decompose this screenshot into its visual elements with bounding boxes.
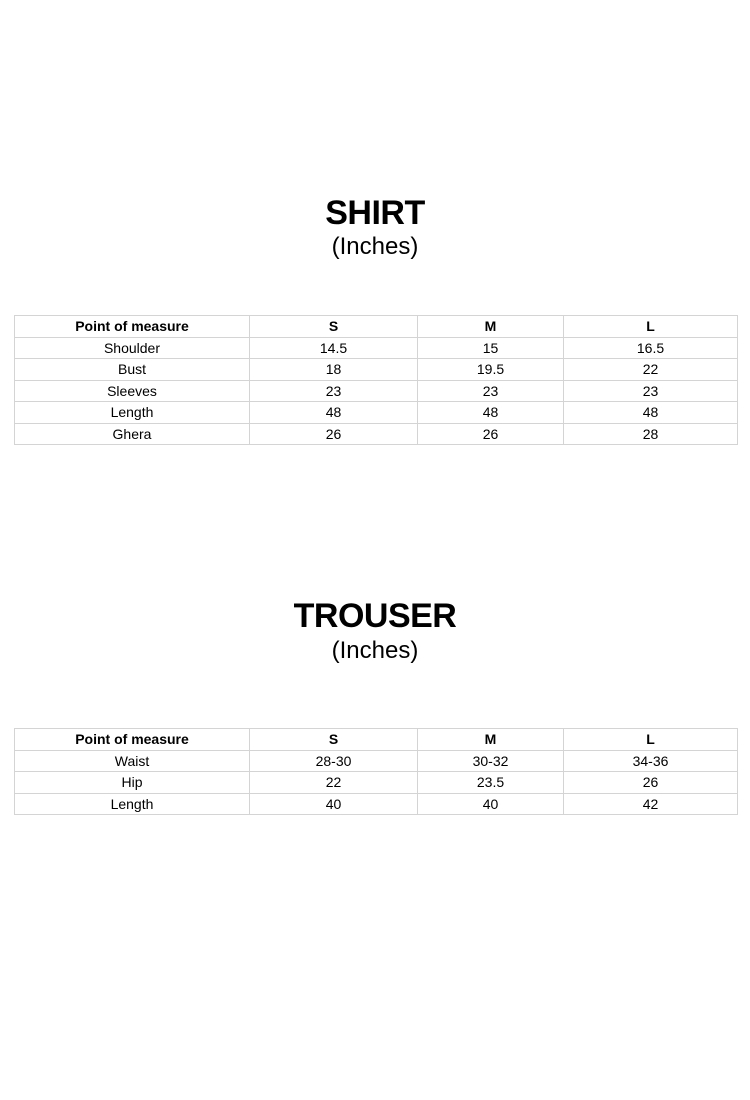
size-m-cell: 23.5 xyxy=(418,772,564,794)
column-header-point-of-measure: Point of measure xyxy=(15,316,250,338)
size-m-cell: 48 xyxy=(418,402,564,424)
size-l-cell: 26 xyxy=(564,772,738,794)
table-row xyxy=(15,337,738,359)
trouser-section-title: TROUSER xyxy=(293,597,457,635)
measure-name-cell: Length xyxy=(15,402,250,424)
table-row xyxy=(15,772,738,794)
size-s-cell: 22 xyxy=(250,772,418,794)
size-l-cell: 22 xyxy=(564,359,738,381)
size-s-cell: 18 xyxy=(250,359,418,381)
measure-name-cell: Bust xyxy=(15,359,250,381)
measure-name-cell: Shoulder xyxy=(15,337,250,359)
measure-name-cell: Waist xyxy=(15,750,250,772)
column-header-l: L xyxy=(564,316,738,338)
table-header-row xyxy=(15,729,738,751)
size-s-cell: 48 xyxy=(250,402,418,424)
shirt-unit-label: (Inches) xyxy=(331,233,419,260)
column-header-s: S xyxy=(250,316,418,338)
size-l-cell: 42 xyxy=(564,793,738,815)
size-s-cell: 23 xyxy=(250,380,418,402)
trouser-size-table xyxy=(14,728,738,815)
measure-name-cell: Ghera xyxy=(15,423,250,445)
column-header-s: S xyxy=(250,729,418,751)
table-row xyxy=(15,359,738,381)
size-l-cell: 23 xyxy=(564,380,738,402)
size-s-cell: 28-30 xyxy=(250,750,418,772)
size-l-cell: 48 xyxy=(564,402,738,424)
column-header-point-of-measure: Point of measure xyxy=(15,729,250,751)
column-header-l: L xyxy=(564,729,738,751)
size-s-cell: 40 xyxy=(250,793,418,815)
size-m-cell: 15 xyxy=(418,337,564,359)
size-m-cell: 26 xyxy=(418,423,564,445)
shirt-size-table xyxy=(14,315,738,445)
table-row xyxy=(15,793,738,815)
size-m-cell: 23 xyxy=(418,380,564,402)
size-l-cell: 16.5 xyxy=(564,337,738,359)
size-l-cell: 28 xyxy=(564,423,738,445)
size-m-cell: 40 xyxy=(418,793,564,815)
table-row xyxy=(15,750,738,772)
measure-name-cell: Sleeves xyxy=(15,380,250,402)
size-m-cell: 30-32 xyxy=(418,750,564,772)
size-l-cell: 34-36 xyxy=(564,750,738,772)
measure-name-cell: Length xyxy=(15,793,250,815)
column-header-m: M xyxy=(418,729,564,751)
trouser-unit-label: (Inches) xyxy=(331,637,419,664)
size-s-cell: 14.5 xyxy=(250,337,418,359)
measure-name-cell: Hip xyxy=(15,772,250,794)
shirt-section-title: SHIRT xyxy=(325,194,425,232)
table-row xyxy=(15,423,738,445)
size-s-cell: 26 xyxy=(250,423,418,445)
column-header-m: M xyxy=(418,316,564,338)
table-row xyxy=(15,380,738,402)
table-header-row xyxy=(15,316,738,338)
table-row xyxy=(15,402,738,424)
size-m-cell: 19.5 xyxy=(418,359,564,381)
